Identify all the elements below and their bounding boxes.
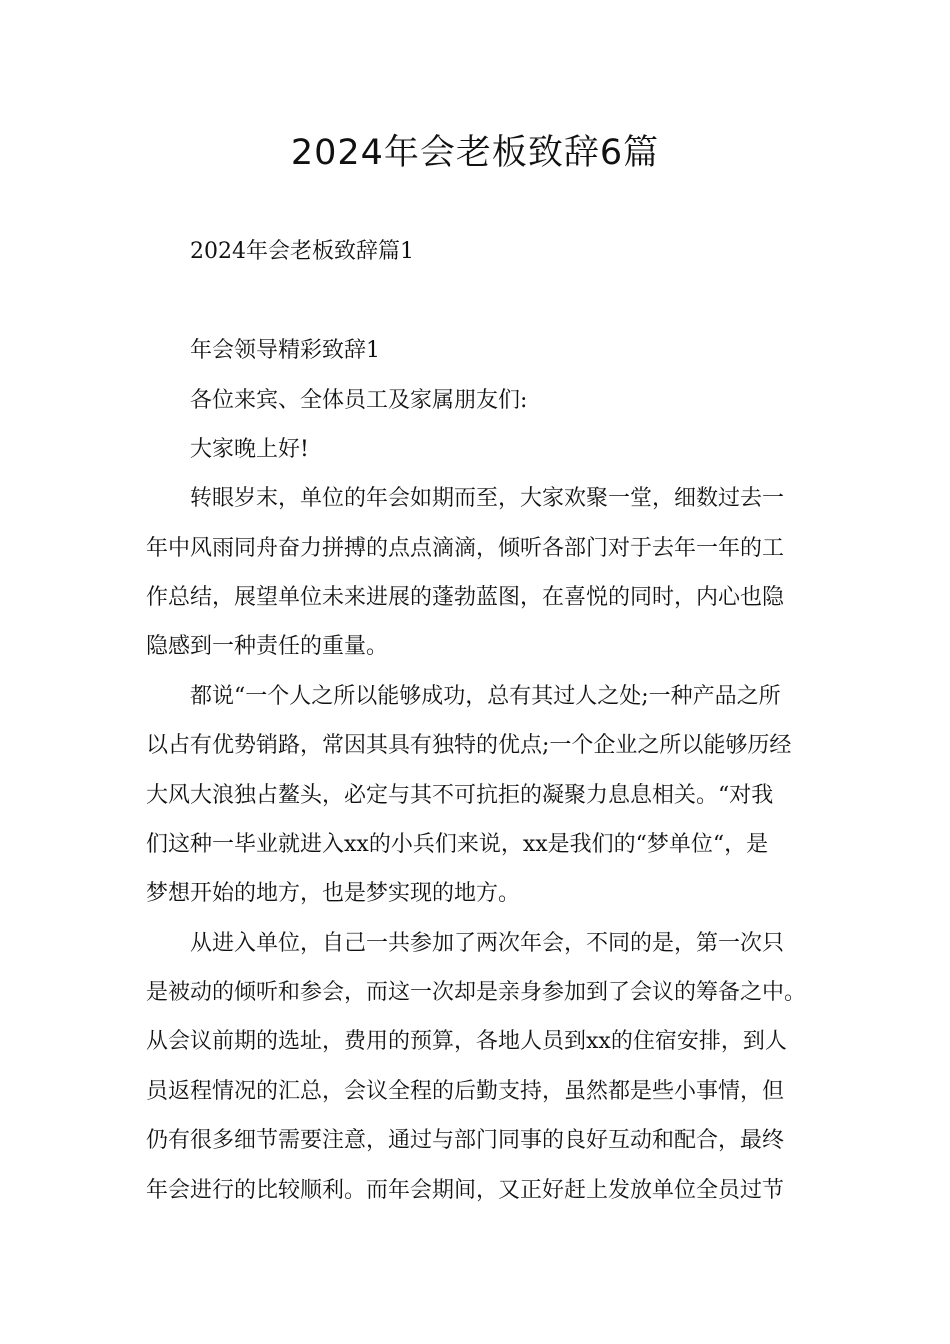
paragraph2-line: 们这种一毕业就进入xx的小兵们来说，xx是我们的“梦单位“，是	[146, 832, 769, 857]
paragraph2-line: 都说“一个人之所以能够成功，总有其过人之处;一种产品之所	[190, 684, 781, 709]
paragraph2-line: 梦想开始的地方，也是梦实现的地方。	[146, 881, 521, 906]
paragraph3-line: 员返程情况的汇总，会议全程的后勤支持，虽然都是些小事情，但	[146, 1079, 785, 1104]
paragraph3-line: 仍有很多细节需要注意，通过与部门同事的良好互动和配合，最终	[146, 1128, 785, 1153]
paragraph1-line: 转眼岁末，单位的年会如期而至，大家欢聚一堂，细数过去一	[190, 486, 785, 511]
paragraph3-line: 从会议前期的选址，费用的预算，各地人员到xx的住宿安排，到人	[146, 1029, 787, 1054]
paragraph1-line: 作总结，展望单位未来进展的蓬勃蓝图，在喜悦的同时，内心也隐	[146, 585, 785, 610]
salutation: 各位来宾、全体员工及家属朋友们:	[190, 388, 528, 413]
paragraph1-line: 隐感到一种责任的重量。	[146, 634, 389, 659]
paragraph1-line: 年中风雨同舟奋力拼搏的点点滴滴，倾听各部门对于去年一年的工	[146, 536, 785, 561]
paragraph2-line: 大风大浪独占鳌头，必定与其不可抗拒的凝聚力息息相关。“对我	[146, 783, 774, 808]
section-heading: 2024年会老板致辞篇1	[190, 239, 414, 264]
paragraph2-line: 以占有优势销路，常因其具有独特的优点;一个企业之所以能够历经	[146, 733, 792, 758]
document-title: 2024年会老板致辞6篇	[290, 133, 660, 173]
sub-heading: 年会领导精彩致辞1	[190, 338, 380, 363]
paragraph3-line: 年会进行的比较顺利。而年会期间，又正好赶上发放单位全员过节	[146, 1178, 785, 1203]
paragraph3-line: 从进入单位，自己一共参加了两次年会，不同的是，第一次只	[190, 931, 785, 956]
paragraph3-line: 是被动的倾听和参会，而这一次却是亲身参加到了会议的筹备之中。	[146, 980, 807, 1005]
greeting: 大家晚上好!	[190, 437, 309, 462]
